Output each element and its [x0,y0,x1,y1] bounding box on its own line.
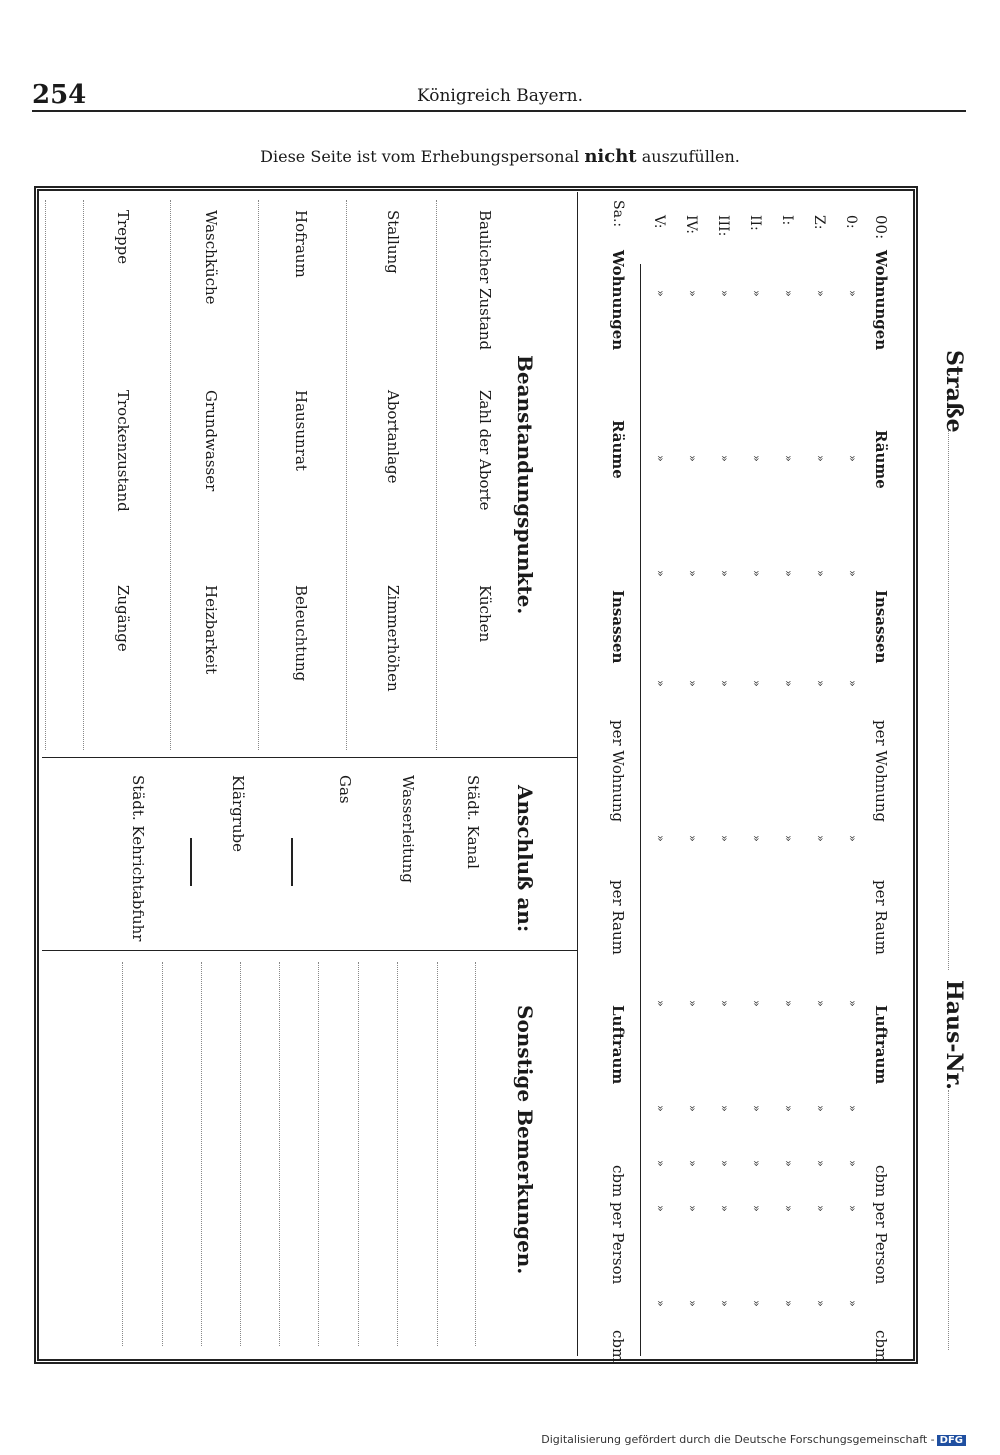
ditto-mark: » [846,1205,859,1212]
ditto-mark: » [814,1000,827,1007]
footer [541,1433,966,1446]
ditto-mark: » [846,570,859,577]
ditto-mark: » [814,835,827,842]
anschluss-stadt-kanal: Städt. Kanal [464,775,482,869]
ditto-mark: » [750,1000,763,1007]
ditto-mark: » [814,1300,827,1307]
beanstandung-cell: Baulicher Zustand [476,210,494,351]
ditto-mark: » [686,680,699,687]
beanstandung-ruling-1 [436,200,437,750]
ditto-mark: » [654,835,667,842]
sum-label: Sa.: [610,200,626,228]
bemerkungen-ruling-9 [162,962,163,1346]
sum-column-5: per Raum [609,880,627,955]
anschluss-wasserleitung: Wasserleitung [399,775,417,883]
ditto-mark: » [750,835,763,842]
bemerkungen-ruling-4 [358,962,359,1346]
column-header-7: cbm per Person [872,1165,890,1285]
bemerkungen-ruling-7 [240,962,241,1346]
column-header-2: Räume [872,430,890,489]
ditto-mark: » [814,680,827,687]
ditto-mark: » [782,570,795,577]
beanstandung-cell: Hofraum [292,210,310,278]
section-rule-1 [42,757,577,758]
ditto-mark: » [782,1105,795,1112]
anschluss-kehrichtabfuhr: Städt. Kehrichtabfuhr [129,775,147,942]
anschluss-dash-1 [291,838,293,886]
ditto-mark: » [846,1000,859,1007]
sum-column-3: Insassen [609,590,627,664]
beanstandung-cell: Zimmerhöhen [384,585,402,692]
sum-column-8: cbm [609,1330,627,1363]
ditto-mark: » [750,570,763,577]
column-header-4: per Wohnung [872,720,890,823]
beanstandung-cell: Heizbarkeit [202,585,220,675]
sum-column-2: Räume [609,420,627,479]
row-label-5: III: [715,215,731,237]
haus-nr-label: Haus-Nr. [941,980,967,1090]
sum-column-7: cbm per Person [609,1165,627,1285]
ditto-mark: » [750,455,763,462]
ditto-mark: » [718,1205,731,1212]
ditto-mark: » [782,455,795,462]
column-header-3: Insassen [872,590,890,664]
ditto-mark: » [782,290,795,297]
ditto-mark: » [718,290,731,297]
ditto-mark: » [814,290,827,297]
header-rule [32,110,966,112]
ditto-mark: » [654,1000,667,1007]
ditto-mark: » [718,1300,731,1307]
beanstandung-cell: Zahl der Aborte [476,390,494,511]
ditto-mark: » [686,290,699,297]
row-label-7: V: [651,215,667,229]
beanstandung-cell: Küchen [476,585,494,643]
page-number: 254 [32,80,87,110]
ditto-mark: » [686,1000,699,1007]
bemerkungen-ruling-6 [279,962,280,1346]
ditto-mark: » [782,1160,795,1167]
beanstandungspunkte-title: Beanstandungspunkte. [513,355,537,615]
ditto-mark: » [814,1160,827,1167]
column-header-1: Wohnungen [872,250,890,351]
ditto-mark: » [846,455,859,462]
beanstandung-cell: Trockenzustand [114,390,132,512]
footer-text: Digitalisierung gefördert durch die Deutsche Forschungsgemeinschaft - [541,1433,935,1446]
sum-column-1: Wohnungen [609,250,627,351]
subheading-pre: Diese Seite ist vom Erhebungspersonal [260,147,580,166]
ditto-mark: » [782,680,795,687]
column-header-8: cbm [872,1330,890,1363]
beanstandung-cell: Waschküche [202,210,220,305]
ditto-mark: » [654,570,667,577]
row-label-6: IV: [683,215,699,234]
ditto-mark: » [654,290,667,297]
ditto-mark: » [654,1205,667,1212]
ditto-mark: » [686,1205,699,1212]
ditto-mark: » [654,1160,667,1167]
bemerkungen-ruling-8 [201,962,202,1346]
beanstandung-ruling-3 [258,200,259,750]
ditto-mark: » [750,1105,763,1112]
bemerkungen-ruling-3 [397,962,398,1346]
ditto-mark: » [846,290,859,297]
beanstandung-extra-ruling-1 [83,200,84,750]
subheading [0,146,1000,167]
ditto-mark: » [846,1300,859,1307]
ditto-mark: » [814,1205,827,1212]
strasse-fill-line [948,430,949,970]
ditto-mark: » [686,835,699,842]
bemerkungen-ruling-5 [318,962,319,1346]
sum-column-6: Luftraum [609,1005,627,1085]
ditto-mark: » [654,455,667,462]
beanstandung-cell: Hausunrat [292,390,310,471]
ditto-mark: » [846,835,859,842]
column-header-6: Luftraum [872,1005,890,1085]
ditto-mark: » [718,1105,731,1112]
ditto-mark: » [782,1205,795,1212]
beanstandung-cell: Beleuchtung [292,585,310,682]
ditto-mark: » [718,835,731,842]
ditto-mark: » [814,1105,827,1112]
ditto-mark: » [654,680,667,687]
ditto-mark: » [686,455,699,462]
row-label-00: 00: [872,215,890,240]
anschluss-title: Anschluß an: [513,785,537,933]
ditto-mark: » [846,680,859,687]
ditto-mark: » [750,680,763,687]
beanstandung-cell: Abortanlage [384,390,402,484]
beanstandung-ruling-2 [346,200,347,750]
beanstandung-extra-ruling-2 [45,200,46,750]
divider-top-section [577,192,578,1356]
row-label-1: 0: [843,215,859,229]
anschluss-klaergrube: Klärgrube [229,775,247,853]
ditto-mark: » [718,1000,731,1007]
ditto-mark: » [686,1105,699,1112]
column-header-5: per Raum [872,880,890,955]
ditto-mark: » [750,290,763,297]
ditto-mark: » [686,1160,699,1167]
ditto-mark: » [814,570,827,577]
ditto-mark: » [750,1300,763,1307]
row-label-3: I: [779,215,795,226]
anschluss-gas: Gas [336,775,354,804]
ditto-mark: » [846,1105,859,1112]
beanstandung-cell: Grundwasser [202,390,220,492]
haus-nr-fill-line [948,1090,949,1350]
row-label-4: II: [747,215,763,231]
ditto-mark: » [654,1300,667,1307]
ditto-mark: » [782,1300,795,1307]
bemerkungen-ruling-2 [437,962,438,1346]
ditto-mark: » [782,1000,795,1007]
ditto-mark: » [718,680,731,687]
bemerkungen-ruling-10 [122,962,123,1346]
anschluss-dash-2 [190,838,192,886]
ditto-mark: » [782,835,795,842]
ditto-mark: » [686,1300,699,1307]
sum-rule [640,264,641,1356]
running-title: Königreich Bayern. [416,86,583,106]
ditto-mark: » [654,1105,667,1112]
beanstandung-ruling-4 [170,200,171,750]
beanstandung-cell: Stallung [384,210,402,274]
ditto-mark: » [718,1160,731,1167]
subheading-post: auszufüllen. [641,147,740,166]
bemerkungen-title: Sonstige Bemerkungen. [513,1005,537,1275]
beanstandung-cell: Zugänge [114,585,132,652]
row-label-2: Z: [811,215,827,230]
sum-column-4: per Wohnung [609,720,627,823]
ditto-mark: » [750,1160,763,1167]
strasse-label: Straße [941,350,967,433]
section-rule-2 [42,950,577,951]
ditto-mark: » [846,1160,859,1167]
dfg-logo: DFG [937,1435,966,1446]
ditto-mark: » [718,455,731,462]
subheading-bold: nicht [584,146,637,167]
ditto-mark: » [718,570,731,577]
ditto-mark: » [814,455,827,462]
ditto-mark: » [750,1205,763,1212]
beanstandung-cell: Treppe [114,210,132,265]
ditto-mark: » [686,570,699,577]
bemerkungen-ruling-1 [475,962,476,1346]
